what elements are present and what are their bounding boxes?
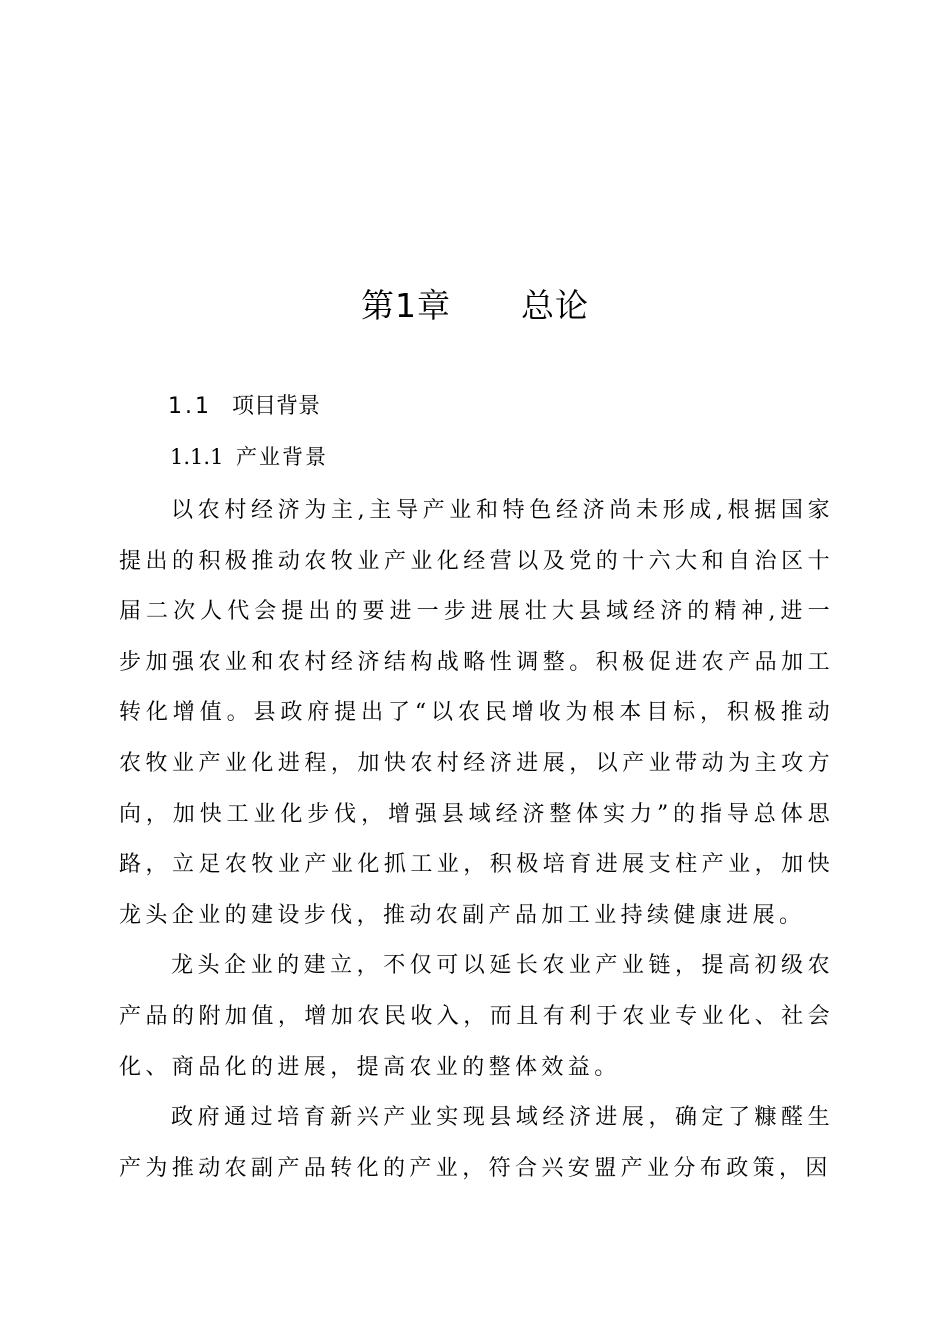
section-heading [168, 390, 320, 424]
section-number: 1.1 [168, 394, 212, 419]
paragraph: 以农村经济为主,主导产业和特色经济尚未形成,根据国家提出的积极推动农牧业产业化经营以及党的十六大和自治区十届二次人代会提出的要进一步进展壮大县域经济的精神,进一步加强农业和农村经济结构战略性调整。积极促进农产品加工转化增值。县政府提出了“以农民增收为根本目标，积极推动农牧业产业化进程，加快农村经济进展，以产业带动为主攻方向，加快工业化步伐，增强县域经济整体实力”的指导总体思路，立足农牧业产业化抓工业，积极培育进展支柱产业，加快龙头企业的建设步伐，推动农副产品加工业持续健康进展。 [119, 498, 834, 928]
paragraph: 政府通过培育新兴产业实现县域经济进展，确定了糠醛生产为推动农副产品转化的产业，符合兴安盟产业分布政策，因 [119, 1105, 834, 1181]
section-title: 项目背景 [232, 394, 321, 419]
subsection-number: 1.1.1 [170, 445, 224, 469]
chapter-number: 第1章 [361, 286, 451, 325]
paragraph: 龙头企业的建立，不仅可以延长农业产业链，提高初级农产品的附加值，增加农民收入，而且有利于农业专业化、社会化、商品化的进展，提高农业的整体效益。 [119, 953, 834, 1080]
chapter-name: 总论 [521, 286, 589, 325]
subsection-title: 产业背景 [236, 445, 328, 469]
chapter-title [0, 282, 950, 330]
subsection-heading [170, 440, 328, 474]
body-text [119, 486, 834, 1194]
